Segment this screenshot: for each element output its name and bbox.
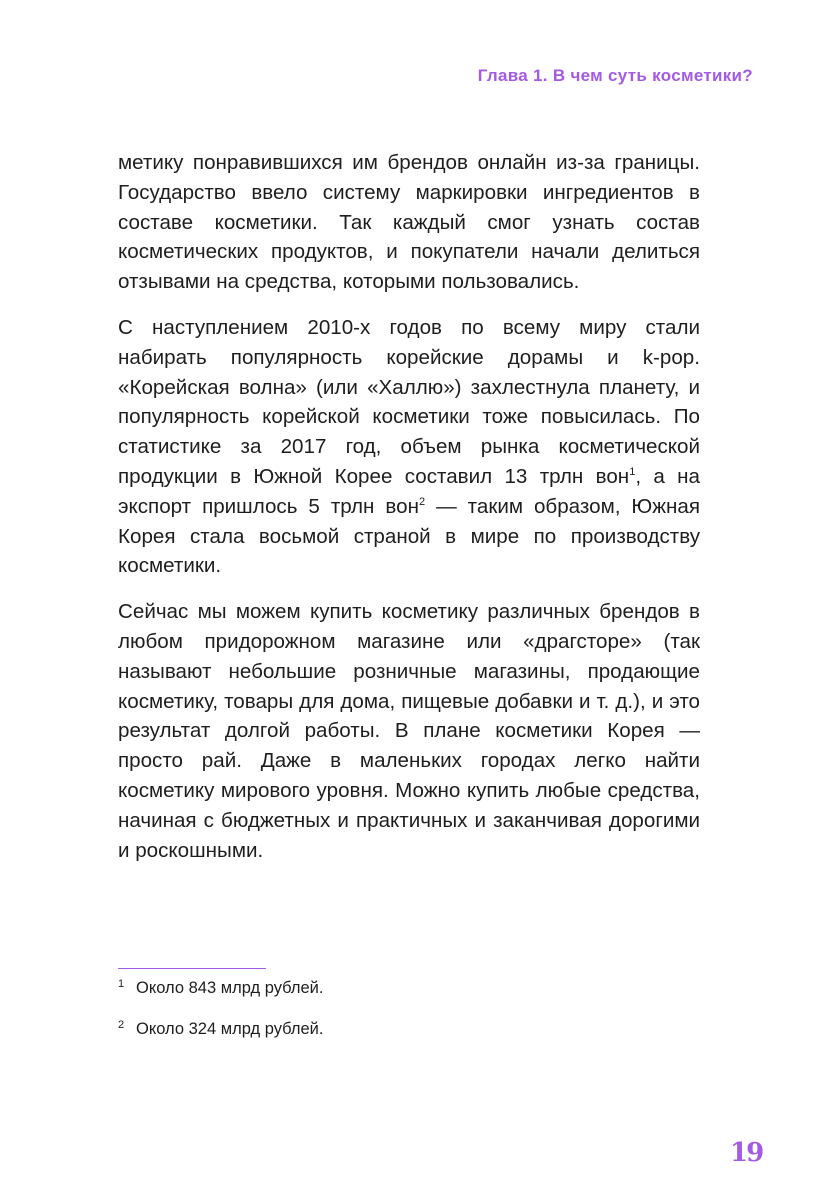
footnote-2: 2 Около 324 млрд рублей. (118, 1019, 324, 1038)
paragraph-2-text-a: С наступлением 2010-х годов по всему миру стали набирать популярность корейские дорамы и k-pop. «Корейская волна» (или «Халлю») захлестнула планету, и популярность корейской косметики тоже повысилась. По статистике за 2017 год, объем рынка косметической продукции в Южной Корее составил 13 трлн вон (118, 315, 700, 488)
paragraph-2-text-b: , а на экспорт пришлось 5 трлн вон (118, 464, 700, 518)
footnotes (118, 976, 700, 1058)
running-header: Глава 1. В чем суть косметики? (477, 66, 753, 85)
page-number: 19 (730, 1138, 763, 1168)
paragraph-3: Сейчас мы можем купить косметику различных брендов в любом придорожном магазине или «драгсторе» (так называют небольшие розничные магазины, продающие косметику, товары для дома, пищевые добавки и т. д.), и это результат долгой работы. В плане косметики Корея — просто рай. Даже в маленьких городах легко найти косметику мирового уровня. Можно купить любые средства, начиная с бюджетных и практичных и заканчивая дорогими и роскошными. (118, 600, 700, 862)
footnote-1: 1 Около 843 млрд рублей. (118, 978, 324, 997)
body-text (118, 148, 700, 881)
footnote-ref-2: 2 (418, 495, 426, 508)
footnote-ref-1: 1 (629, 465, 636, 478)
footnote-divider (118, 968, 266, 969)
paragraph-2 (118, 313, 700, 581)
paragraph-2-text-c: — таким образом, Южная Корея стала восьмой страной в мире по производству косметики. (118, 494, 700, 578)
footnote-text: Около 843 млрд рублей. (136, 979, 324, 997)
paragraph-1: метику понравившихся им брендов онлайн из-за границы. Государство ввело систему маркировки ингредиентов в составе косметики. Так каждый смог узнать состав косметических продуктов, и покупатели начали делиться отзывами на средства, которыми пользовались. (118, 151, 700, 294)
footnote-text: Около 324 млрд рублей. (136, 1020, 324, 1038)
